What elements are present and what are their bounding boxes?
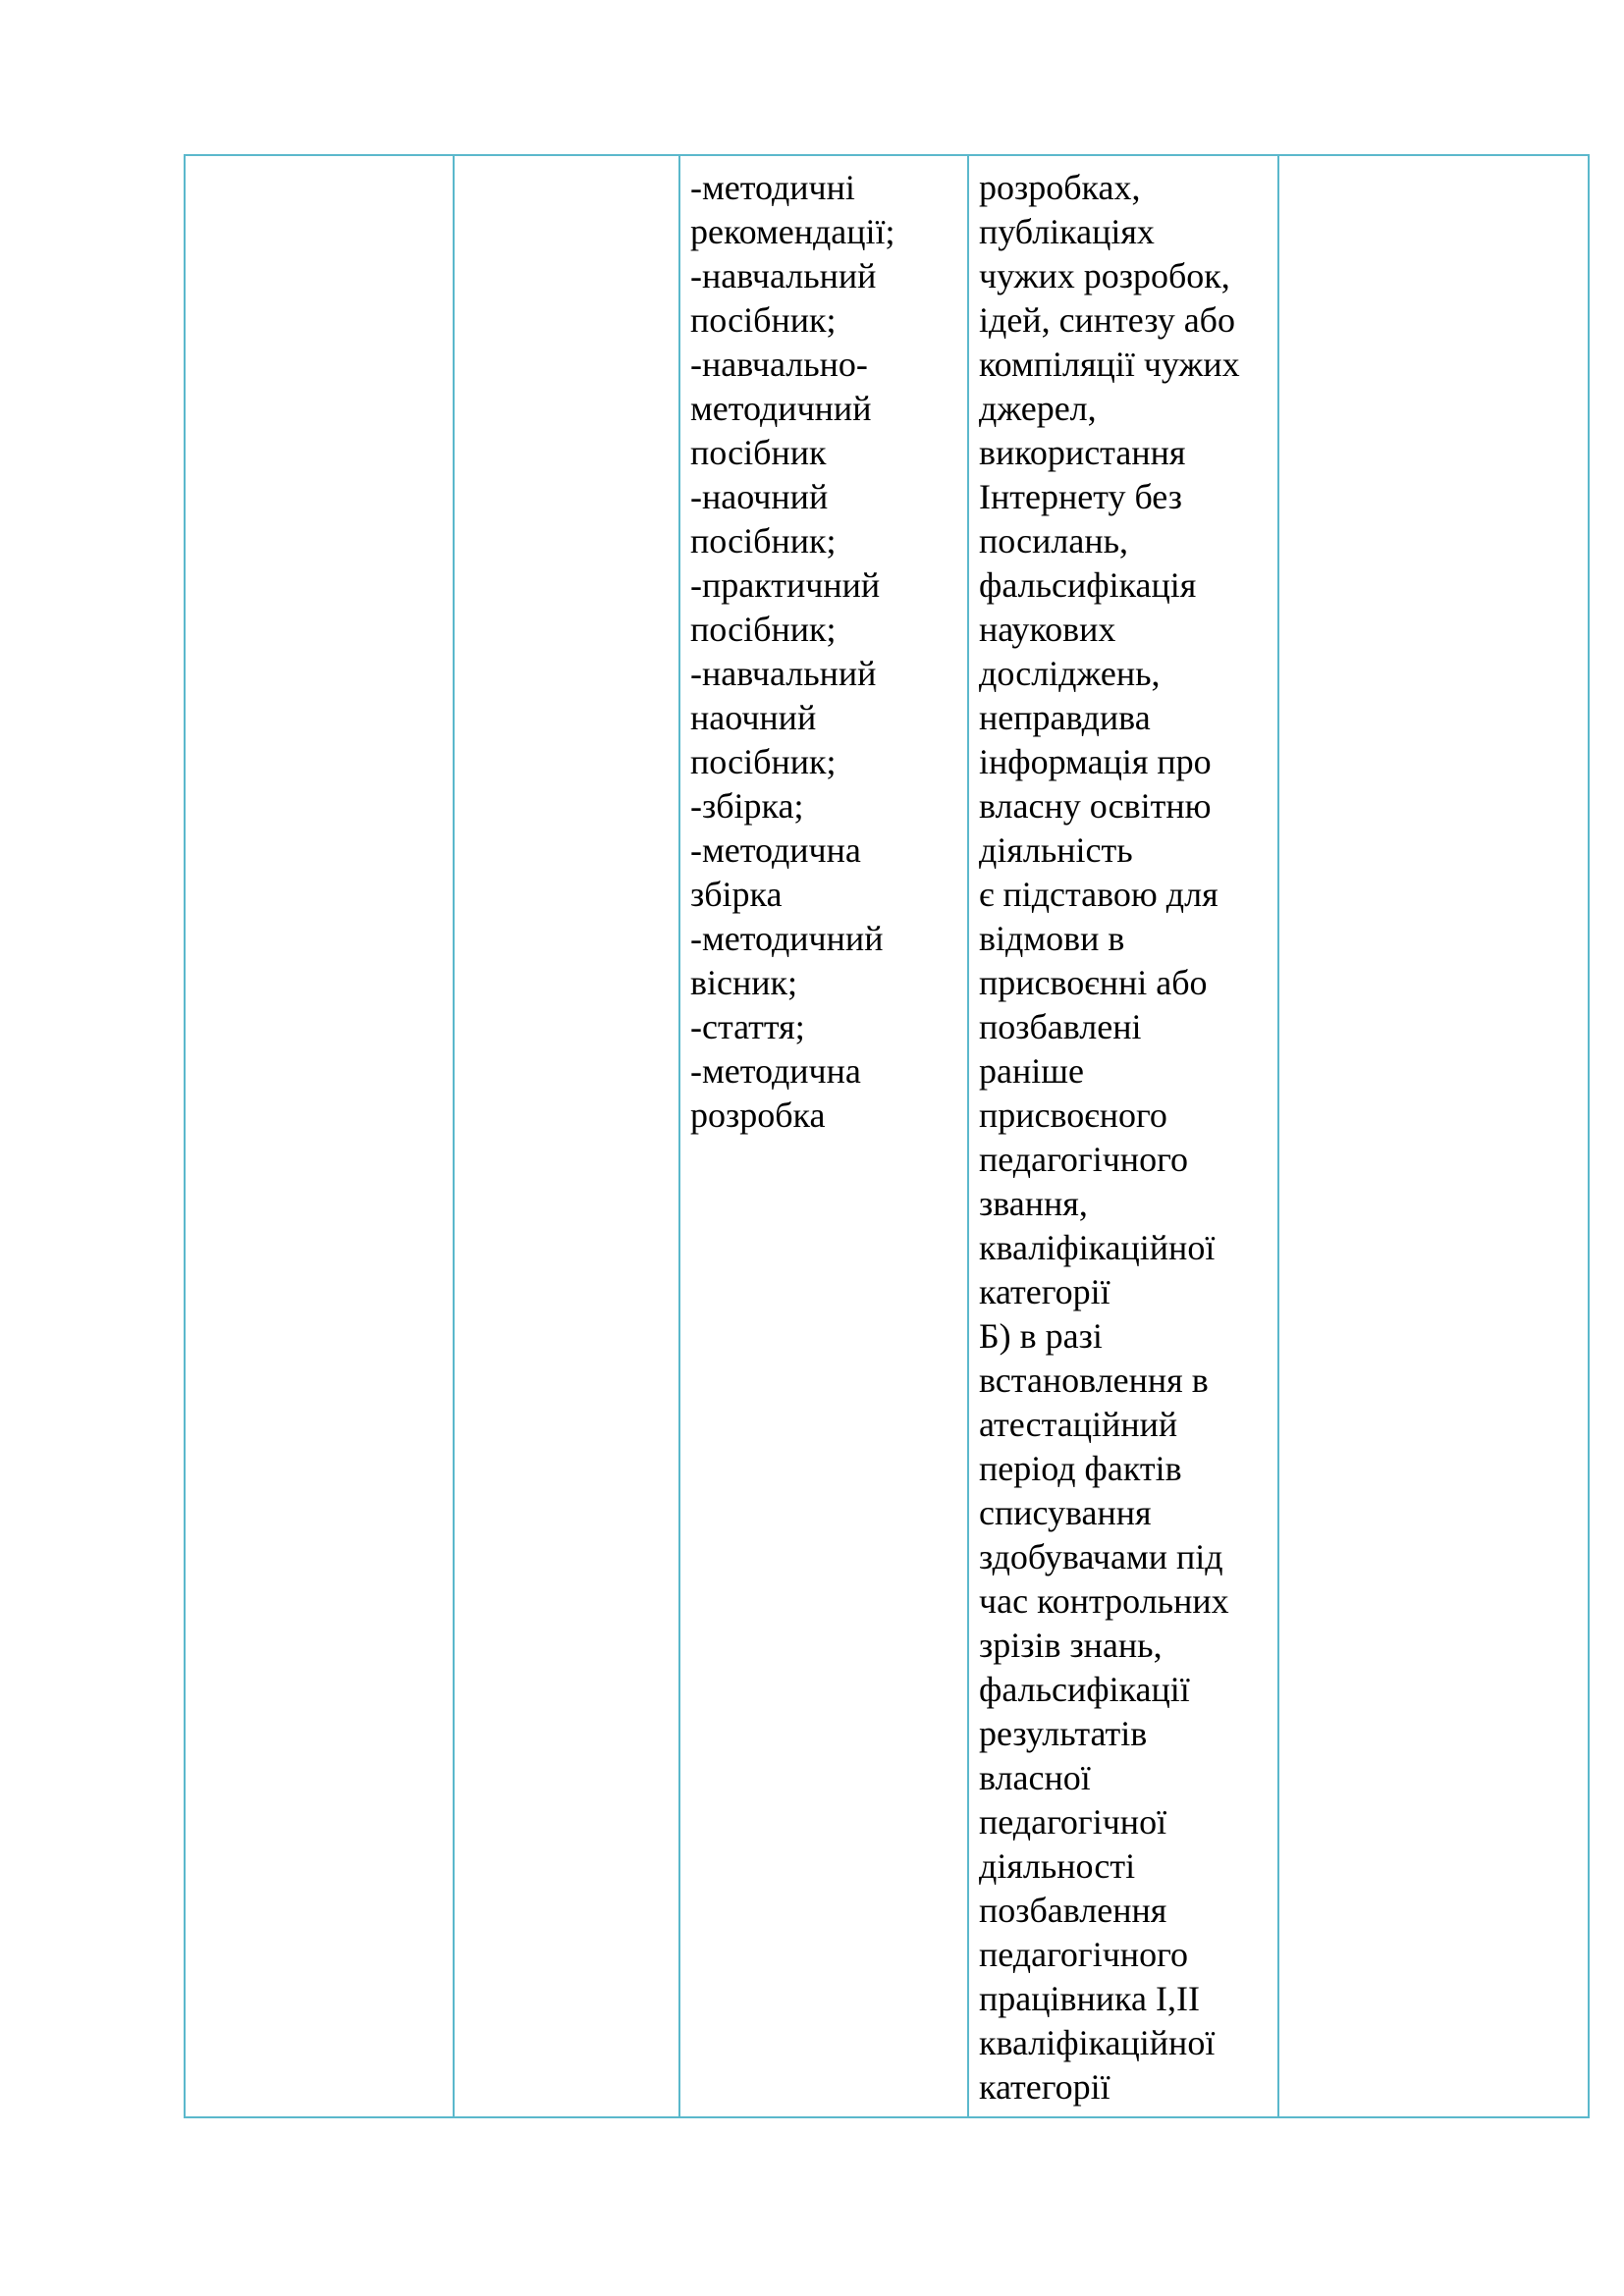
- text-line: розробка: [690, 1095, 826, 1135]
- text-line: присвоєного: [979, 1095, 1167, 1135]
- text-line: зрізів знань,: [979, 1626, 1163, 1665]
- text-line: компіляції чужих: [979, 345, 1240, 384]
- text-line: час контрольних: [979, 1581, 1229, 1621]
- table-cell-2: [454, 155, 679, 2117]
- text-line: позбавлення: [979, 1891, 1167, 1930]
- text-line: посібник;: [690, 742, 837, 781]
- text-line: раніше: [979, 1051, 1084, 1091]
- text-line: чужих розробок,: [979, 256, 1230, 295]
- text-line: присвоєнні або: [979, 963, 1208, 1002]
- text-line: фальсифікації: [979, 1670, 1190, 1709]
- text-line: розробках,: [979, 168, 1141, 207]
- text-line: вісник;: [690, 963, 798, 1002]
- text-line: діяльності: [979, 1846, 1136, 1886]
- text-line: атестаційний: [979, 1405, 1178, 1444]
- text-line: посібник;: [690, 300, 837, 340]
- table-cell-conditions: [968, 155, 1278, 2117]
- text-line: посібник;: [690, 610, 837, 649]
- text-line: встановлення в: [979, 1361, 1209, 1400]
- text-line: період фактів: [979, 1449, 1182, 1488]
- text-line: публікаціях: [979, 212, 1155, 251]
- text-line: ідей, синтезу або: [979, 300, 1235, 340]
- text-line: -методична: [690, 830, 861, 870]
- text-line: педагогічної: [979, 1802, 1167, 1842]
- text-line: збірка: [690, 875, 783, 914]
- text-line: -практичний: [690, 565, 881, 605]
- text-line: працівника І,ІІ: [979, 1979, 1200, 2018]
- text-line: -збірка;: [690, 786, 804, 826]
- text-line: результатів: [979, 1714, 1148, 1753]
- text-line: наукових: [979, 610, 1116, 649]
- text-line: неправдива: [979, 698, 1151, 737]
- text-line: джерел,: [979, 389, 1097, 428]
- text-line: інформація про: [979, 742, 1212, 781]
- text-line: посібник;: [690, 521, 837, 561]
- text-line: педагогічного: [979, 1935, 1188, 1974]
- text-line: власної: [979, 1758, 1091, 1797]
- text-line: власну освітню: [979, 786, 1212, 826]
- text-line: посилань,: [979, 521, 1129, 561]
- text-line: кваліфікаційної: [979, 2023, 1216, 2062]
- table-cell-1: [185, 155, 454, 2117]
- table-row: [185, 155, 1589, 2117]
- text-line: відмови в: [979, 919, 1125, 958]
- text-line: категорії: [979, 2067, 1110, 2107]
- table-cell-document-types: [679, 155, 968, 2117]
- text-line: фальсифікація: [979, 565, 1197, 605]
- text-line: Б) в разі: [979, 1316, 1103, 1356]
- text-line: звання,: [979, 1184, 1088, 1223]
- text-line: -навчальний: [690, 256, 877, 295]
- text-line: посібник: [690, 433, 827, 472]
- text-line: -методична: [690, 1051, 861, 1091]
- text-line: категорії: [979, 1272, 1110, 1311]
- text-line: -методичний: [690, 919, 884, 958]
- text-line: рекомендації;: [690, 212, 895, 251]
- text-line: Інтернету без: [979, 477, 1182, 516]
- text-line: списування: [979, 1493, 1152, 1532]
- text-line: -наочний: [690, 477, 829, 516]
- document-table: [184, 154, 1590, 2118]
- text-line: -методичні: [690, 168, 855, 207]
- text-line: діяльність: [979, 830, 1133, 870]
- table-cell-5: [1278, 155, 1589, 2117]
- text-line: досліджень,: [979, 654, 1161, 693]
- text-line: -навчальний: [690, 654, 877, 693]
- text-line: педагогічного: [979, 1140, 1188, 1179]
- text-line: є підставою для: [979, 875, 1218, 914]
- text-line: позбавлені: [979, 1007, 1142, 1046]
- text-line: наочний: [690, 698, 817, 737]
- text-line: -навчально-: [690, 345, 868, 384]
- text-line: -стаття;: [690, 1007, 805, 1046]
- text-line: використання: [979, 433, 1186, 472]
- text-line: кваліфікаційної: [979, 1228, 1216, 1267]
- text-line: здобувачами під: [979, 1537, 1223, 1576]
- text-line: методичний: [690, 389, 872, 428]
